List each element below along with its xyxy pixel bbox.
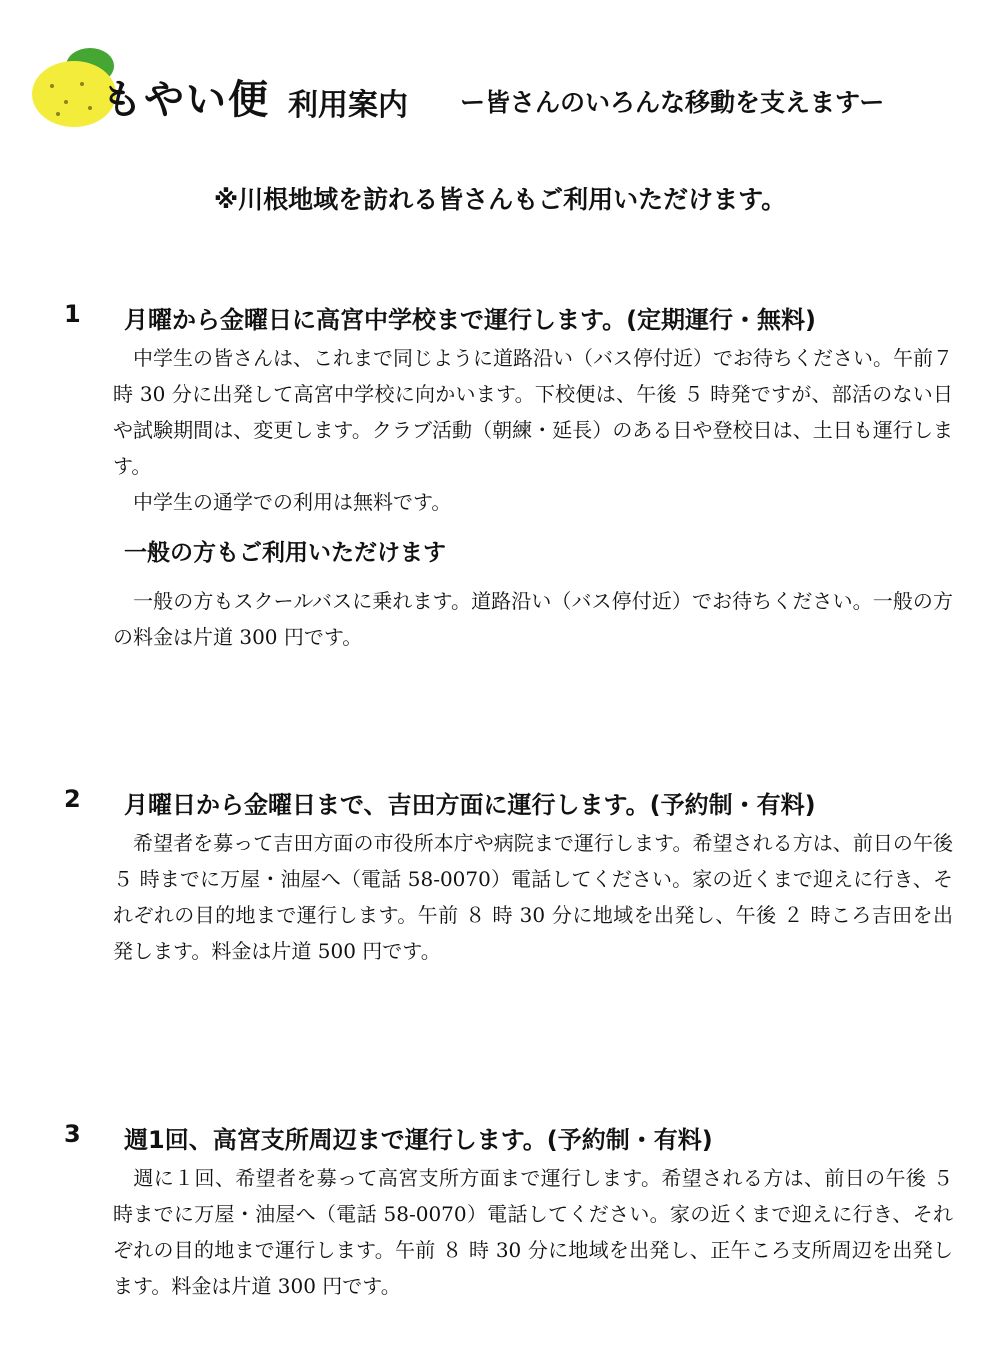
section-2 [60,785,953,969]
section-3 [60,1120,953,1304]
section-number: 1 [64,300,81,328]
section-paragraph: 希望者を募って吉田方面の市役所本庁や病院まで運行します。希望される方は、前日の午後 ５ 時までに万屋・油屋へ（電話 58-0070）電話してください。家の近くまで迎えに行き、それぞれの目的地まで運行します。午前 ８ 時 30 分に地域を出発し、午後 ２ 時ころ吉田を出発します。料金は片道 500 円です。 [113,831,953,963]
section-paragraph: 週に１回、希望者を募って高宮支所方面まで運行します。希望される方は、前日の午後 ５ 時までに万屋・油屋へ（電話 58-0070）電話してください。家の近くまで迎えに行き、それぞれの目的地まで運行します。午前 ８ 時 30 分に地域を出発し、正午ころ支所周辺を出発します。料金は片道 300 円です。 [113,1166,953,1298]
page-title: 利用案内 [288,88,408,123]
section-paragraph: 中学生の皆さんは、これまで同じように道路沿い（バス停付近）でお待ちください。午前７時 30 分に出発して高宮中学校に向かいます。下校便は、午後 ５ 時発ですが、部活のない日や試験期間は、変更します。クラブ活動（朝練・延長）のある日や登校日は、土日も運行します。 [113,346,953,478]
page-subtitle: ー皆さんのいろんな移動を支えますー [460,88,885,117]
section-heading [60,785,950,825]
section-1 [60,300,953,655]
section-paragraph: 一般の方もスクールバスに乗れます。道路沿い（バス停付近）でお待ちください。一般の方の料金は片道 300 円です。 [113,589,953,649]
section-number: 3 [64,1120,81,1148]
section-heading [60,300,950,340]
section-number: 2 [64,785,81,813]
section-title: 週1回、高宮支所周辺まで運行します。(予約制・有料) [124,1126,713,1154]
section-title: 月曜から金曜日に高宮中学校まで運行します。(定期運行・無料) [124,306,817,334]
section-paragraph: 中学生の通学での利用は無料です。 [113,490,452,514]
logo-text: もやい便 [102,77,270,123]
section-title: 月曜日から金曜日まで、吉田方面に運行します。(予約制・有料) [124,791,816,819]
section-heading [60,1120,950,1160]
section-subheading: 一般の方もご利用いただけます [124,540,446,566]
notice-text: ※川根地域を訪れる皆さんもご利用いただけます。 [213,185,787,214]
document-header [30,40,990,130]
